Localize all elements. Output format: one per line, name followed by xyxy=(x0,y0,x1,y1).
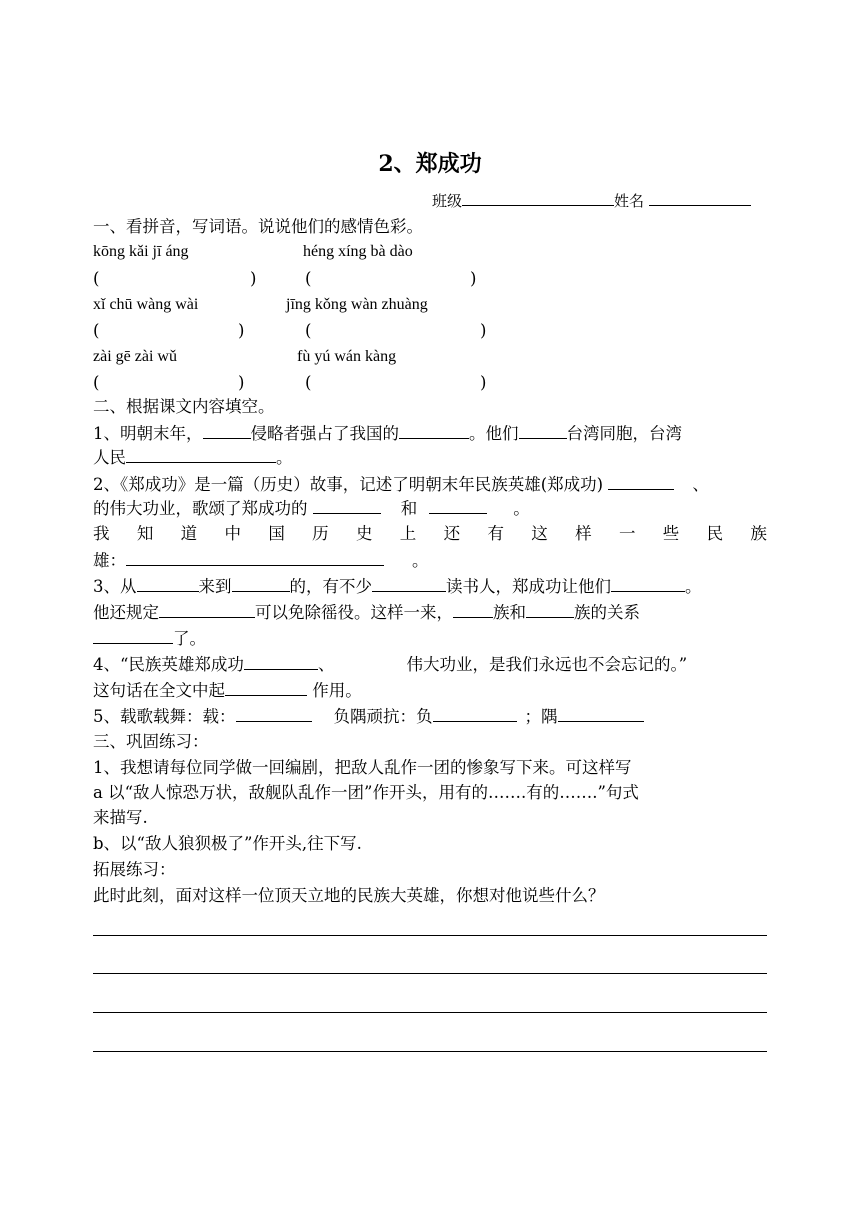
pinyin-3b: fù yú wán kàng xyxy=(297,348,397,365)
answer-paren-close: ) xyxy=(238,321,245,340)
extension-heading: 拓展练习： xyxy=(93,860,176,879)
class-name-line xyxy=(432,189,751,212)
pinyin-2a: xǐ chū wàng wài xyxy=(93,296,199,313)
answer-line[interactable] xyxy=(93,1012,767,1013)
q4-blank-2[interactable] xyxy=(225,679,307,696)
q2-blank-3[interactable] xyxy=(429,497,487,514)
s3-item-a-cont: 来描写. xyxy=(93,808,148,827)
name-blank[interactable] xyxy=(649,189,751,206)
q2-line-3: 我 知 道 中 国 历 史 上 还 有 这 样 一 些 民 族 xyxy=(93,524,767,543)
q3-blank-1[interactable] xyxy=(137,575,199,592)
q2-line-2: 的伟大功业，歌颂了郑成功的 和 。 xyxy=(93,499,530,518)
q2-line-4: 雄： 。 xyxy=(93,551,429,570)
s3-item-b: b、以“敌人狼狈极了”作开头,往下写. xyxy=(93,834,362,853)
q1-line-2: 人民 。 xyxy=(93,448,293,467)
q3-blank-3[interactable] xyxy=(372,575,446,592)
q3-blank-7[interactable] xyxy=(526,601,574,618)
answer-paren-open[interactable]: ( xyxy=(305,373,312,392)
s3-item-a: a 以“敌人惊恐万状，敌舰队乱作一团”作开头，用有的…….有的…….”句式 xyxy=(93,783,639,802)
extension-prompt: 此时此刻，面对这样一位顶天立地的民族大英雄，你想对他说些什么？ xyxy=(93,886,605,905)
section-2-heading: 二、根据课文内容填空。 xyxy=(93,397,275,416)
answer-paren-open[interactable]: ( xyxy=(93,321,100,340)
q5-line: 5、载歌载舞：载： 负隅顽抗：负 ；隅 xyxy=(93,705,644,728)
q4-line-2: 这句话在全文中起 作用。 xyxy=(93,681,362,700)
pinyin-3a: zài gē zài wǔ xyxy=(93,348,177,365)
pinyin-1a: kōng kǎi jī áng xyxy=(93,243,189,260)
section-3-heading: 三、巩固练习： xyxy=(93,732,209,751)
q2-blank-1[interactable] xyxy=(608,473,674,490)
answer-paren-open[interactable]: ( xyxy=(305,269,312,288)
page-title: 2、郑成功 xyxy=(378,151,482,177)
class-label: 班级 xyxy=(432,192,463,210)
q3-line-2: 他还规定 可以免除徭役。这样一来， 族和 族的关系 xyxy=(93,603,640,622)
q3-blank-4[interactable] xyxy=(611,575,685,592)
answer-paren-close: ) xyxy=(238,373,245,392)
section-1-heading: 一、看拼音，写词语。说说他们的感情色彩。 xyxy=(93,217,423,236)
q4-line-1: 4、“民族英雄郑成功 、 伟大功业，是我们永远也不会忘记的。” xyxy=(93,655,688,674)
q3-line-3: 了。 xyxy=(93,627,206,650)
pinyin-1b: héng xíng bà dào xyxy=(303,243,413,260)
answer-paren-close: ) xyxy=(470,269,477,288)
q1-blank-1[interactable] xyxy=(203,422,251,439)
q2-blank-4[interactable] xyxy=(126,549,384,566)
answer-paren-close: ) xyxy=(480,321,487,340)
name-label: 姓名 xyxy=(614,192,645,210)
q4-blank-1[interactable] xyxy=(244,653,318,670)
answer-line[interactable] xyxy=(93,973,767,974)
answer-line[interactable] xyxy=(93,935,767,936)
q1-line-1: 1、明朝末年， 侵略者强占了我国的 。他们 台湾同胞，台湾 xyxy=(93,424,682,443)
answer-line[interactable] xyxy=(93,1051,767,1052)
answer-paren-open[interactable]: ( xyxy=(93,373,100,392)
q3-blank-5[interactable] xyxy=(159,601,255,618)
q3-line-1: 3、从 来到 的，有不少 读书人，郑成功让他们 。 xyxy=(93,577,702,596)
answer-paren-open[interactable]: ( xyxy=(93,269,100,288)
q1-blank-3[interactable] xyxy=(519,422,567,439)
q3-blank-2[interactable] xyxy=(232,575,290,592)
q5-blank-2[interactable] xyxy=(433,705,517,722)
answer-paren-close: ) xyxy=(250,269,257,288)
answer-paren-close: ) xyxy=(480,373,487,392)
q2-blank-2[interactable] xyxy=(313,497,381,514)
s3-item-1: 1、我想请每位同学做一回编剧，把敌人乱作一团的惨象写下来。可这样写 xyxy=(93,758,632,777)
q3-blank-8[interactable] xyxy=(93,627,173,644)
q1-blank-2[interactable] xyxy=(399,422,469,439)
answer-paren-open[interactable]: ( xyxy=(305,321,312,340)
q5-blank-1[interactable] xyxy=(236,705,312,722)
q3-blank-6[interactable] xyxy=(453,601,493,618)
q2-line-1: 2、《郑成功》是一篇（历史）故事，记述了明朝末年民族英雄(郑成功) 、 xyxy=(93,475,709,494)
class-blank[interactable] xyxy=(462,189,614,206)
q5-blank-3[interactable] xyxy=(558,705,644,722)
pinyin-2b: jīng kǒng wàn zhuàng xyxy=(286,296,428,313)
q1-blank-4[interactable] xyxy=(126,446,276,463)
